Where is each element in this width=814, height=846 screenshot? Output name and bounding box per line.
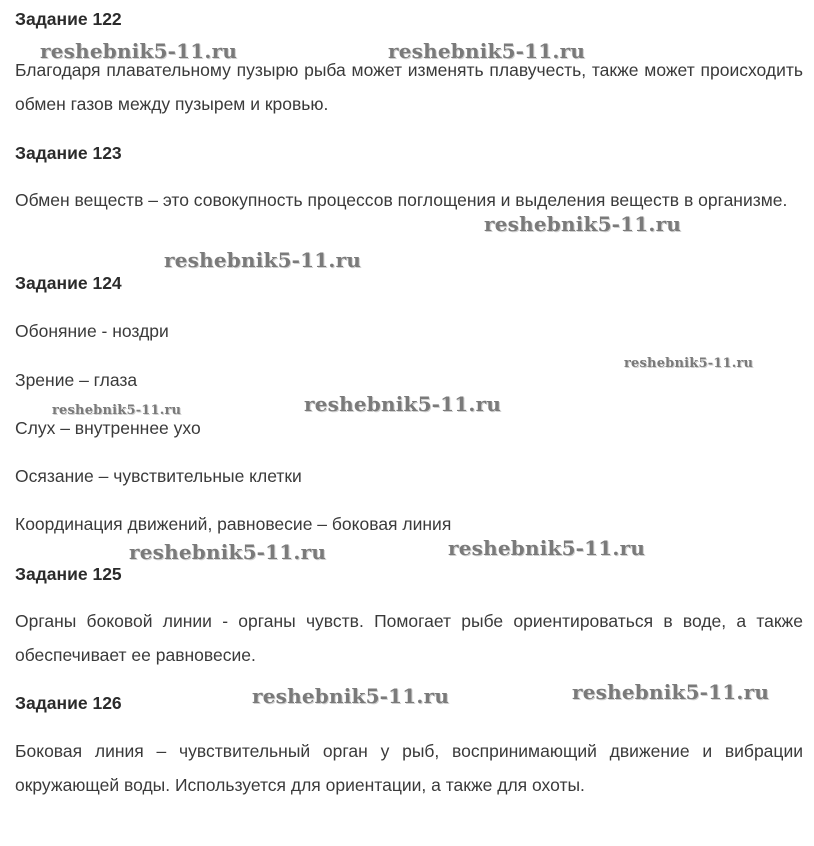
task-124-heading: Задание 124	[15, 273, 122, 293]
task-125-heading: Задание 125	[15, 564, 122, 584]
task-124-line-1: Обоняние - ноздри	[15, 321, 169, 341]
task-123-text: Обмен веществ – это совокупность процессов поглощения и выделения веществ в организме.	[15, 190, 788, 210]
watermark: reshebnik5-11.ru	[40, 39, 238, 63]
task-124-line-3: Слух – внутреннее ухо	[15, 418, 201, 438]
task-124-line-5: Координация движений, равновесие – боковая линия	[15, 514, 452, 534]
watermark: reshebnik5-11.ru	[484, 212, 682, 236]
task-124-line-4: Осязание – чувствительные клетки	[15, 466, 302, 486]
watermark: reshebnik5-11.ru	[388, 39, 586, 63]
task-123-heading: Задание 123	[15, 143, 122, 163]
task-126-heading: Задание 126	[15, 693, 122, 713]
task-125-text: Органы боковой линии - органы чувств. Помогает рыбе ориентироваться в воде, а также обеспечивает ее равновесие.	[15, 611, 803, 665]
task-124-line-2: Зрение – глаза	[15, 370, 138, 390]
watermark: reshebnik5-11.ru	[129, 540, 327, 564]
task-122-text: Благодаря плавательному пузырю рыба может изменять плавучесть, также может происходить обмен газов между пузырем и кровью.	[15, 60, 803, 114]
watermark: reshebnik5-11.ru	[448, 536, 646, 560]
watermark: reshebnik5-11.ru	[304, 392, 502, 416]
watermark: reshebnik5-11.ru	[52, 403, 182, 418]
task-122-heading: Задание 122	[15, 9, 122, 29]
watermark: reshebnik5-11.ru	[572, 680, 770, 704]
watermark: reshebnik5-11.ru	[252, 684, 450, 708]
watermark: reshebnik5-11.ru	[624, 356, 754, 371]
task-126-text: Боковая линия – чувствительный орган у рыб, воспринимающий движение и вибрации окружающей воды. Используется для ориентации, а также для охоты.	[15, 741, 803, 795]
watermark: reshebnik5-11.ru	[164, 248, 362, 272]
